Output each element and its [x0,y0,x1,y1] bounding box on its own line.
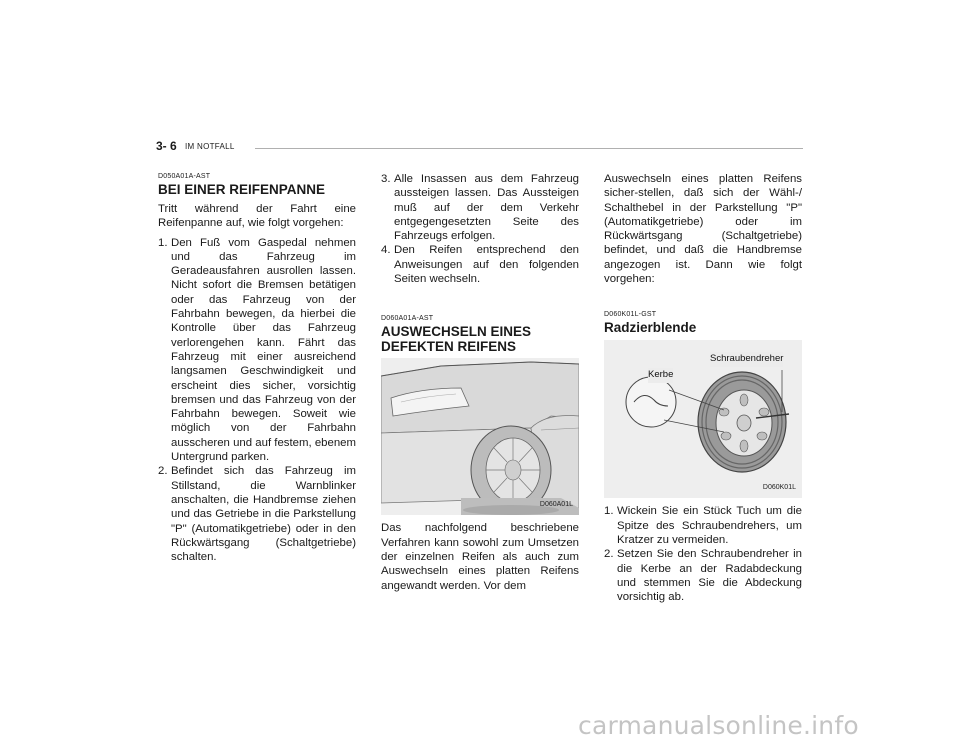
section-title: IM NOTFALL [185,142,235,151]
step-list [604,504,802,604]
heading-line: AUSWECHSELN EINES [381,324,532,340]
body-paragraph: Auswechseln eines platten Reifens sicher-stellen, daß sich der Wähl-/ Schalthebel in der Parkstellung "P" (Automatikgetriebe) oder im Rückwärtsgang (Schaltgetriebe) befindet, und daß die Handbremse angezogen ist. Dann wie folgt vorgehen: [604,173,802,286]
page-number: 3- 6 [156,139,177,153]
list-item [604,504,802,547]
notch-label: Kerbe [648,368,673,382]
step-number: 1. [158,236,168,249]
step-list [158,236,356,565]
step-text: Alle Insassen aus dem Fahrzeug aussteigen lassen. Das Aussteigen muß auf der dem Verkehr entgegengesetzten Seite des Fahrzeugs erfolgen. [394,173,579,243]
step-number: 4. [381,244,391,257]
column-1 [158,172,356,564]
column-3 [604,172,802,604]
wheel-cover-figure [604,340,802,498]
section-heading: BEI EINER REIFENPANNE [158,182,326,197]
car-front-illustration [381,358,579,515]
section-code: D060K01L-GST [604,311,657,319]
step-text: Setzen Sie den Schraubendreher in die Kerbe an der Radabdeckung und stemmen Sie die Abdeckung vorsichtig ab. [617,548,802,604]
step-list [381,172,579,286]
step-text: Befindet sich das Fahrzeug im Stillstand, die Warnblinker anschalten, die Handbremse ziehen und das Getriebe in die Parkstellung "P" (Automatikgetriebe) oder in den Rückwärtsgang (Schaltgetriebe) schalten. [171,465,356,564]
list-item [158,236,356,465]
step-number: 1. [604,505,614,518]
list-item [158,464,356,564]
section-code: D050A01A-AST [158,173,211,180]
section-code: D060A01A-AST [381,315,434,323]
list-item [381,172,579,243]
step-text: Den Fuß vom Gaspedal nehmen und das Fahrzeug im Geradeausfahren ausrollen lassen. Nicht sofort die Bremsen betätigen oder das Fahrzeug von der Fahrbahn bewegen, da hierbei die Kontrolle über das Fahrzeug verlorengehen kann. Fährt das Fahrzeug mit einer ausreichend langsamen Geschwindigkeit und erscheint dies sicher, vorsichtig bremsen und das Fahrzeug von der Fahrbahn bewegen. Soweit wie möglich von der Fahrbahn ausscheren und auf festem, ebenem Untergrund parken. [171,236,356,464]
section-heading [381,324,579,354]
step-number: 2. [158,465,168,478]
step-text: Wickein Sie ein Stück Tuch um die Spitze des Schraubendrehers, um Kratzer zu vermeiden. [617,505,802,546]
watermark: carmanualsonline.info [578,711,859,740]
step-number: 3. [381,173,391,185]
column-2 [381,172,579,593]
list-item [381,243,579,286]
step-number: 2. [604,548,614,561]
header-rule [255,148,803,149]
car-wheel-figure [381,358,579,515]
step-text: Den Reifen entsprechend den Anweisungen auf den folgenden Seiten wechseln. [394,244,579,286]
heading-line: DEFEKTEN REIFENS [381,339,517,355]
screwdriver-label: Schraubendreher [710,352,783,366]
intro-paragraph: Tritt während der Fahrt eine Reifenpanne auf, wie folgt vorgehen: [158,203,356,230]
figure-code: D060A01L [539,501,573,509]
section-heading: Radzierblende [604,320,697,336]
figure-code: D060K01L [762,484,796,492]
body-paragraph: Das nachfolgend beschriebene Verfahren kann sowohl zum Umsetzen der einzelnen Reifen als auch zum Auswechseln eines platten Reifens angewandt werden. Vor dem [381,522,579,592]
list-item [604,547,802,604]
